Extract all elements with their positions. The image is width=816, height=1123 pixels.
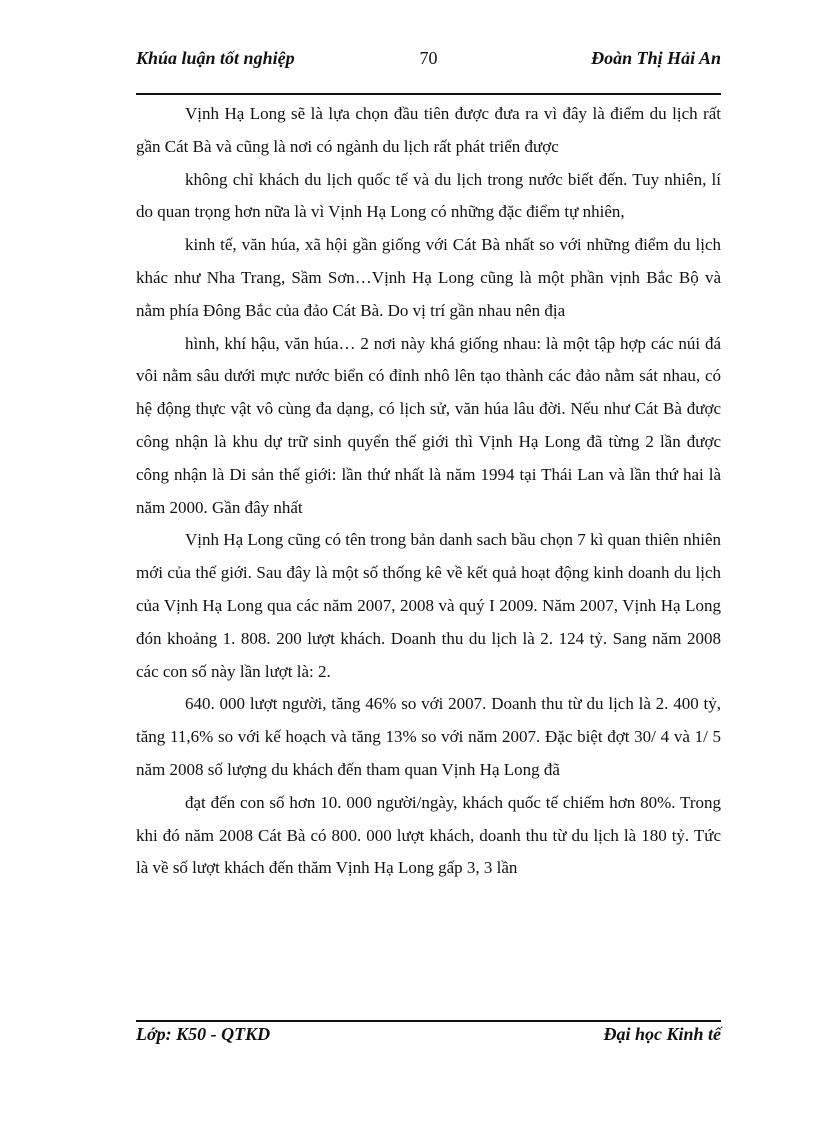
- paragraph: 640. 000 lượt người, tăng 46% so với 2007. Doanh thu từ du lịch là 2. 400 tỷ, tăng 11,6% so với kế hoạch và tăng 13% so với năm 2007. Đặc biệt đợt 30/ 4 và 1/ 5 năm 2008 số lượng du khách đến tham quan Vịnh Hạ Long đã: [136, 694, 721, 779]
- page-header: [136, 48, 721, 74]
- paragraph: hình, khí hậu, văn húa… 2 nơi này khá giống nhau: là một tập hợp các núi đá vôi nằm sâu dưới mực nước biển có đỉnh nhô lên tạo thành các đảo nằm sát nhau, có hệ động thực vật vô cùng đa dạng, có lịch sử, văn húa lâu đời. Nếu như Cát Bà được công nhận là khu dự trữ sinh quyển thế giới thì Vịnh Hạ Long đã từng 2 lần được công nhận là Di sản thế giới: lần thứ nhất là năm 1994 tại Thái Lan và lần thứ hai là năm 2000. Gần đây nhất: [136, 333, 721, 517]
- paragraph: không chỉ khách du lịch quốc tế và du lịch trong nước biết đến. Tuy nhiên, lí do quan trọng hơn nữa là vì Vịnh Hạ Long có những đặc điểm tự nhiên,: [136, 169, 721, 222]
- header-thesis-title: Khúa luận tốt nghiệp: [136, 48, 295, 68]
- header-author: Đoàn Thị Hải An: [591, 48, 721, 68]
- footer-divider: [136, 1020, 721, 1022]
- footer-class: Lớp: K50 - QTKD: [136, 1024, 271, 1044]
- header-divider: [136, 93, 721, 95]
- paragraph: Vịnh Hạ Long cũng có tên trong bản danh sach bầu chọn 7 kì quan thiên nhiên mới của thế giới. Sau đây là một số thống kê về kết quả hoạt động kinh doanh du lịch của Vịnh Hạ Long qua các năm 2007, 2008 và quý I 2009. Năm 2007, Vịnh Hạ Long đón khoảng 1. 808. 200 lượt khách. Doanh thu du lịch là 2. 124 tỷ. Sang năm 2008 các con số này lần lượt là: 2.: [136, 530, 721, 681]
- document-body: [136, 98, 721, 885]
- paragraph: đạt đến con số hơn 10. 000 người/ngày, khách quốc tế chiếm hơn 80%. Trong khi đó năm 2008 Cát Bà có 800. 000 lượt khách, doanh thu từ du lịch là 180 tỷ. Tức là về số lượt khách đến thăm Vịnh Hạ Long gấp 3, 3 lần: [136, 792, 721, 878]
- footer-university: Đại học Kinh tế: [603, 1024, 721, 1044]
- paragraph: kinh tế, văn húa, xã hội gần giống với Cát Bà nhất so với những điểm du lịch khác như Nha Trang, Sầm Sơn…Vịnh Hạ Long cũng là một phần vịnh Bắc Bộ và nằm phía Đông Bắc của đảo Cát Bà. Do vị trí gần nhau nên địa: [136, 235, 721, 320]
- paragraph: Vịnh Hạ Long sẽ là lựa chọn đầu tiên được đưa ra vì đây là điểm du lịch rất gần Cát Bà và cũng là nơi có ngành du lịch rất phát triển được: [136, 104, 721, 156]
- page-number: 70: [419, 48, 438, 68]
- page-footer: [136, 1024, 721, 1050]
